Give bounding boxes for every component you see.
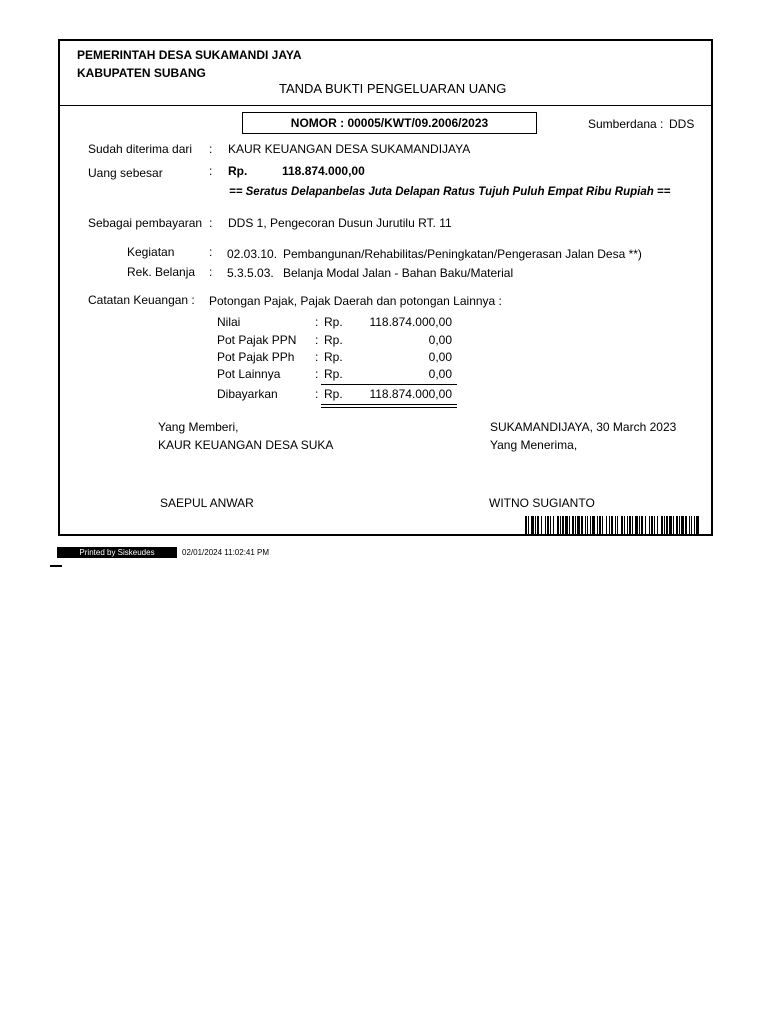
giver-name: SAEPUL ANWAR [160, 496, 254, 510]
expense-account-value: Belanja Modal Jalan - Bahan Baku/Material [283, 266, 514, 280]
sumberdana-label: Sumberdana : [588, 117, 664, 131]
deduction-row-label: Nilai [217, 315, 241, 329]
header-divider [58, 105, 713, 106]
activity-code: 02.03.10. [227, 247, 278, 261]
government-name: PEMERINTAH DESA SUKAMANDI JAYA [77, 48, 302, 62]
received-from-label: Sudah diterima dari [88, 142, 193, 156]
colon: : [315, 315, 319, 329]
colon: : [315, 387, 319, 401]
deduction-row-currency: Rp. [324, 315, 343, 329]
deduction-row-amount: 118.874.000,00 [369, 315, 452, 329]
receiver-label: Yang Menerima, [490, 438, 578, 452]
received-from-value: KAUR KEUANGAN DESA SUKAMANDIJAYA [228, 142, 471, 156]
sumberdana-value: DDS [669, 117, 695, 131]
document-title: TANDA BUKTI PENGELUARAN UANG [279, 81, 507, 96]
colon: : [209, 164, 213, 178]
receiver-name: WITNO SUGIANTO [489, 496, 595, 510]
colon: : [209, 216, 213, 230]
deduction-row-amount: 0,00 [428, 333, 452, 347]
total-paid-amount: 118.874.000,00 [369, 387, 452, 401]
colon: : [315, 333, 319, 347]
expense-account-code: 5.3.5.03. [227, 266, 274, 280]
colon: : [209, 265, 213, 279]
print-timestamp: 02/01/2024 11:02:41 PM [182, 548, 270, 557]
financial-notes-label: Catatan Keuangan : [88, 293, 195, 307]
activity-value: Pembangunan/Rehabilitas/Peningkatan/Pengerasan Jalan Desa **) [283, 247, 642, 261]
giver-label: Yang Memberi, [158, 420, 239, 434]
expense-account-label: Rek. Belanja [127, 265, 196, 279]
giver-title: KAUR KEUANGAN DESA SUKA [158, 438, 334, 452]
corner-mark [50, 565, 62, 567]
total-paid-currency: Rp. [324, 387, 343, 401]
barcode [525, 516, 699, 534]
amount-value: 118.874.000,00 [282, 164, 365, 178]
deductions-title: Potongan Pajak, Pajak Daerah dan potongan Lainnya : [209, 294, 502, 308]
subtotal-line [321, 384, 457, 385]
colon: : [209, 142, 213, 156]
place-date: SUKAMANDIJAYA, 30 March 2023 [490, 420, 677, 434]
colon: : [209, 245, 213, 259]
total-double-line [321, 404, 457, 408]
deduction-row-currency: Rp. [324, 333, 343, 347]
colon: : [315, 367, 319, 381]
regency-name: KABUPATEN SUBANG [77, 66, 206, 80]
document-number-box [242, 112, 537, 134]
amount-in-words: == Seratus Delapanbelas Juta Delapan Ratus Tujuh Puluh Empat Ribu Rupiah == [229, 186, 671, 198]
deduction-row-amount: 0,00 [428, 367, 452, 381]
deduction-row-label: Pot Pajak PPh [217, 350, 295, 364]
deduction-row-label: Pot Lainnya [217, 367, 281, 381]
document-number: NOMOR : 00005/KWT/09.2006/2023 [290, 116, 489, 130]
deduction-row-currency: Rp. [324, 367, 343, 381]
amount-label: Uang sebesar [88, 166, 163, 180]
colon: : [315, 350, 319, 364]
deduction-row-currency: Rp. [324, 350, 343, 364]
printed-by-badge: Printed by Siskeudes [57, 547, 177, 558]
payment-for-value: DDS 1, Pengecoran Dusun Jurutilu RT. 11 [228, 216, 452, 230]
total-paid-label: Dibayarkan [217, 387, 278, 401]
deduction-row-label: Pot Pajak PPN [217, 333, 297, 347]
payment-for-label: Sebagai pembayaran [88, 216, 203, 230]
amount-currency: Rp. [228, 164, 248, 178]
activity-label: Kegiatan [127, 245, 175, 259]
deduction-row-amount: 0,00 [428, 350, 452, 364]
